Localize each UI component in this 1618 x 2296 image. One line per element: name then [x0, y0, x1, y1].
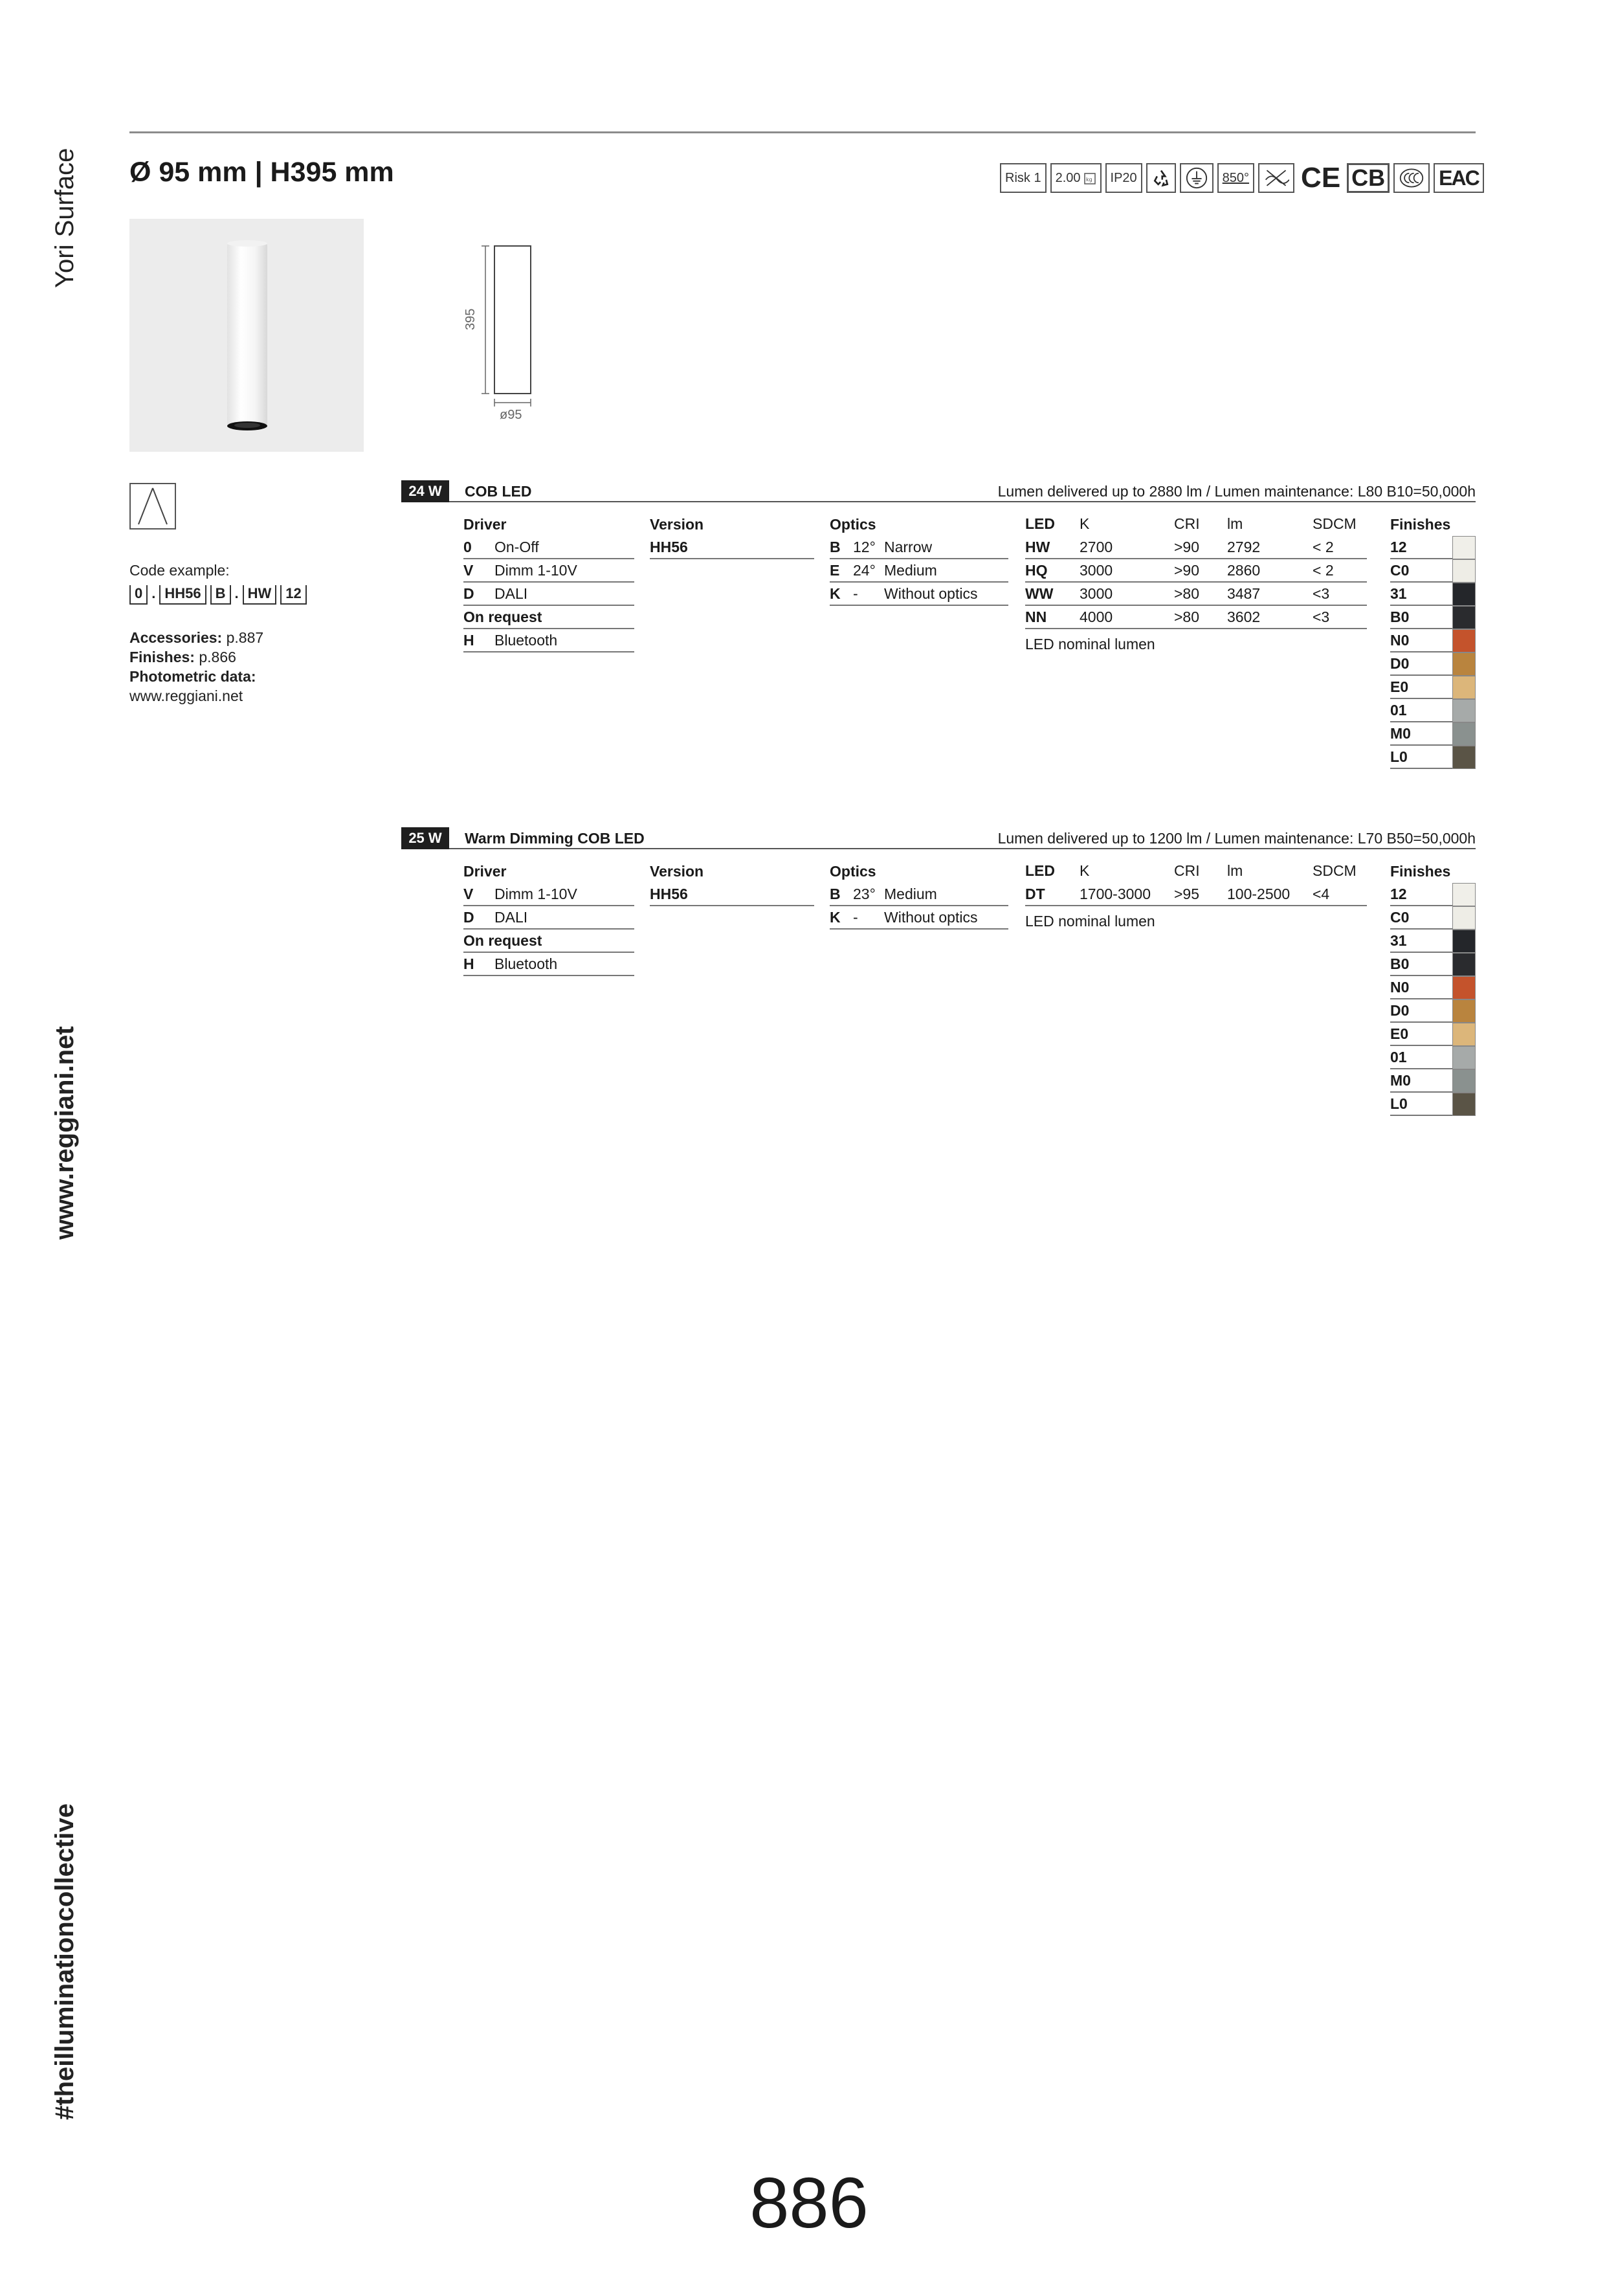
finishes-label: Finishes: — [129, 649, 195, 665]
finish-row: E0 — [1390, 1023, 1476, 1046]
finish-row: N0 — [1390, 976, 1476, 999]
finish-row: 12 — [1390, 883, 1476, 906]
finish-swatch — [1452, 999, 1476, 1023]
led-row: NN 4000 >80 3602 <3 — [1025, 606, 1367, 629]
lumen-info: Lumen delivered up to 2880 lm / Lumen maintenance: L80 B10=50,000h — [997, 483, 1476, 500]
recycle-icon — [1146, 163, 1176, 193]
weight-label: 2.00 — [1055, 170, 1081, 185]
finish-swatch — [1452, 1093, 1476, 1116]
driver-row: D DALI — [463, 906, 634, 930]
no-insulation-cover-icon — [1258, 163, 1294, 193]
section-title: Warm Dimming COB LED — [465, 830, 645, 847]
finish-swatch — [1452, 699, 1476, 722]
finish-swatch — [1452, 883, 1476, 906]
finish-row: 01 — [1390, 699, 1476, 722]
finish-swatch — [1452, 1069, 1476, 1093]
code-example — [129, 584, 375, 605]
side-website[interactable]: www.reggiani.net — [50, 1026, 79, 1240]
driver-row: H Bluetooth — [463, 953, 634, 976]
finish-swatch — [1452, 976, 1476, 999]
height-dimension-label: 395 — [463, 308, 478, 330]
photometric-label: Photometric data: — [129, 668, 256, 685]
version-column — [650, 860, 814, 906]
page-number: 886 — [749, 2163, 869, 2243]
lumen-info: Lumen delivered up to 1200 lm / Lumen maintenance: L70 B50=50,000h — [997, 830, 1476, 847]
driver-row: V Dimm 1-10V — [463, 883, 634, 906]
led-table — [1025, 513, 1367, 653]
dimension-drawing — [453, 233, 557, 427]
version-header: Version — [650, 516, 704, 533]
finish-row: B0 — [1390, 953, 1476, 976]
finish-row: L0 — [1390, 1093, 1476, 1116]
finish-row: 31 — [1390, 583, 1476, 606]
optics-header: Optics — [830, 863, 876, 880]
risk-label: Risk 1 — [1005, 170, 1041, 185]
led-note: LED nominal lumen — [1025, 636, 1155, 652]
section-header — [401, 827, 1476, 849]
wattage-badge: 24 W — [401, 480, 449, 502]
finish-row: E0 — [1390, 676, 1476, 699]
cb-scheme-icon: CB — [1347, 163, 1390, 193]
ip-rating-icon — [1105, 163, 1142, 193]
optics-row: B 23° Medium — [830, 883, 1008, 906]
driver-column — [463, 513, 634, 652]
finishes-column — [1390, 513, 1476, 769]
finish-row: 01 — [1390, 1046, 1476, 1069]
finish-swatch — [1452, 559, 1476, 583]
version-column — [650, 513, 814, 559]
eac-mark-icon: EAC — [1434, 163, 1484, 193]
finish-swatch — [1452, 629, 1476, 652]
finishes-column — [1390, 860, 1476, 1116]
ce-mark-icon: CE — [1301, 162, 1341, 194]
finish-swatch — [1452, 930, 1476, 953]
version-header: Version — [650, 863, 704, 880]
led-note: LED nominal lumen — [1025, 913, 1155, 930]
code-segment-driver: 0 — [129, 585, 148, 605]
optics-row: E 24° Medium — [830, 559, 1008, 583]
glow-wire-label: 850° — [1222, 170, 1250, 185]
optics-row: K - Without optics — [830, 583, 1008, 606]
glow-wire-icon — [1217, 163, 1254, 193]
section-header — [401, 480, 1476, 502]
finish-row: C0 — [1390, 559, 1476, 583]
led-table-header: LED K CRI lm SDCM — [1025, 862, 1357, 879]
finishes-header: Finishes — [1390, 516, 1451, 533]
optics-header: Optics — [830, 516, 876, 533]
finish-row: D0 — [1390, 999, 1476, 1023]
driver-row: 0 On-Off — [463, 536, 634, 559]
ccc-mark-icon — [1393, 163, 1430, 193]
class-1-earth-icon — [1180, 163, 1214, 193]
finish-row: 31 — [1390, 930, 1476, 953]
finish-swatch — [1452, 746, 1476, 769]
top-rule — [129, 131, 1476, 133]
wattage-badge: 25 W — [401, 827, 449, 849]
side-info — [129, 561, 375, 706]
led-row: WW 3000 >80 3487 <3 — [1025, 583, 1367, 606]
accessories-page[interactable]: p.887 — [226, 629, 264, 646]
finish-row: C0 — [1390, 906, 1476, 930]
optics-column — [830, 513, 1008, 606]
driver-column — [463, 860, 634, 976]
driver-header: Driver — [463, 863, 507, 880]
driver-row: D DALI — [463, 583, 634, 606]
finish-row: N0 — [1390, 629, 1476, 652]
optics-column — [830, 860, 1008, 930]
version-row: HH56 — [650, 536, 814, 559]
code-segment-optics: B — [210, 585, 231, 605]
code-segment-led: HW — [243, 585, 277, 605]
driver-row: H Bluetooth — [463, 629, 634, 652]
version-row: HH56 — [650, 883, 814, 906]
led-row: HW 2700 >90 2792 < 2 — [1025, 536, 1367, 559]
code-separator: . — [234, 585, 239, 601]
finish-swatch — [1452, 1046, 1476, 1069]
side-product-name: Yori Surface — [50, 148, 79, 288]
driver-row: V Dimm 1-10V — [463, 559, 634, 583]
finishes-page[interactable]: p.866 — [199, 649, 236, 665]
side-hashtag: #theilluminationcollective — [50, 1803, 79, 2120]
section-title: COB LED — [465, 483, 532, 500]
on-request-label: On request — [463, 930, 634, 953]
driver-header: Driver — [463, 516, 507, 533]
diameter-dimension-label: ø95 — [500, 408, 522, 422]
spec-section-24w — [401, 480, 1476, 765]
risk-group-icon — [1000, 163, 1047, 193]
on-request-label: On request — [463, 606, 634, 629]
finish-swatch — [1452, 722, 1476, 746]
accessories-label: Accessories: — [129, 629, 223, 646]
code-segment-version: HH56 — [159, 585, 206, 605]
certification-row — [1000, 163, 1484, 193]
finish-swatch — [1452, 906, 1476, 930]
finish-swatch — [1452, 676, 1476, 699]
led-row: HQ 3000 >90 2860 < 2 — [1025, 559, 1367, 583]
code-segment-finish: 12 — [280, 585, 306, 605]
svg-text:kg: kg — [1085, 177, 1092, 183]
ip-label: IP20 — [1110, 170, 1137, 185]
led-row: DT 1700-3000 >95 100-2500 <4 — [1025, 883, 1367, 906]
finish-swatch — [1452, 536, 1476, 559]
finish-swatch — [1452, 606, 1476, 629]
finish-swatch — [1452, 652, 1476, 676]
finish-swatch — [1452, 953, 1476, 976]
led-table — [1025, 860, 1367, 930]
photometric-link[interactable]: www.reggiani.net — [129, 687, 243, 704]
finish-row: B0 — [1390, 606, 1476, 629]
code-separator: . — [151, 585, 156, 601]
finish-row: D0 — [1390, 652, 1476, 676]
finish-swatch — [1452, 583, 1476, 606]
led-table-header: LED K CRI lm SDCM — [1025, 515, 1357, 532]
optics-row: B 12° Narrow — [830, 536, 1008, 559]
finish-row: 12 — [1390, 536, 1476, 559]
finishes-header: Finishes — [1390, 863, 1451, 880]
product-photo — [129, 219, 364, 452]
finish-swatch — [1452, 1023, 1476, 1046]
references — [129, 628, 375, 706]
spec-section-25w — [401, 827, 1476, 1112]
code-example-label: Code example: — [129, 562, 230, 579]
optics-row: K - Without optics — [830, 906, 1008, 930]
finish-row: M0 — [1390, 1069, 1476, 1093]
beam-angle-icon — [129, 483, 176, 529]
weight-kg-icon — [1050, 163, 1102, 193]
finish-row: L0 — [1390, 746, 1476, 769]
finish-row: M0 — [1390, 722, 1476, 746]
page-title: Ø 95 mm | H395 mm — [129, 157, 394, 188]
